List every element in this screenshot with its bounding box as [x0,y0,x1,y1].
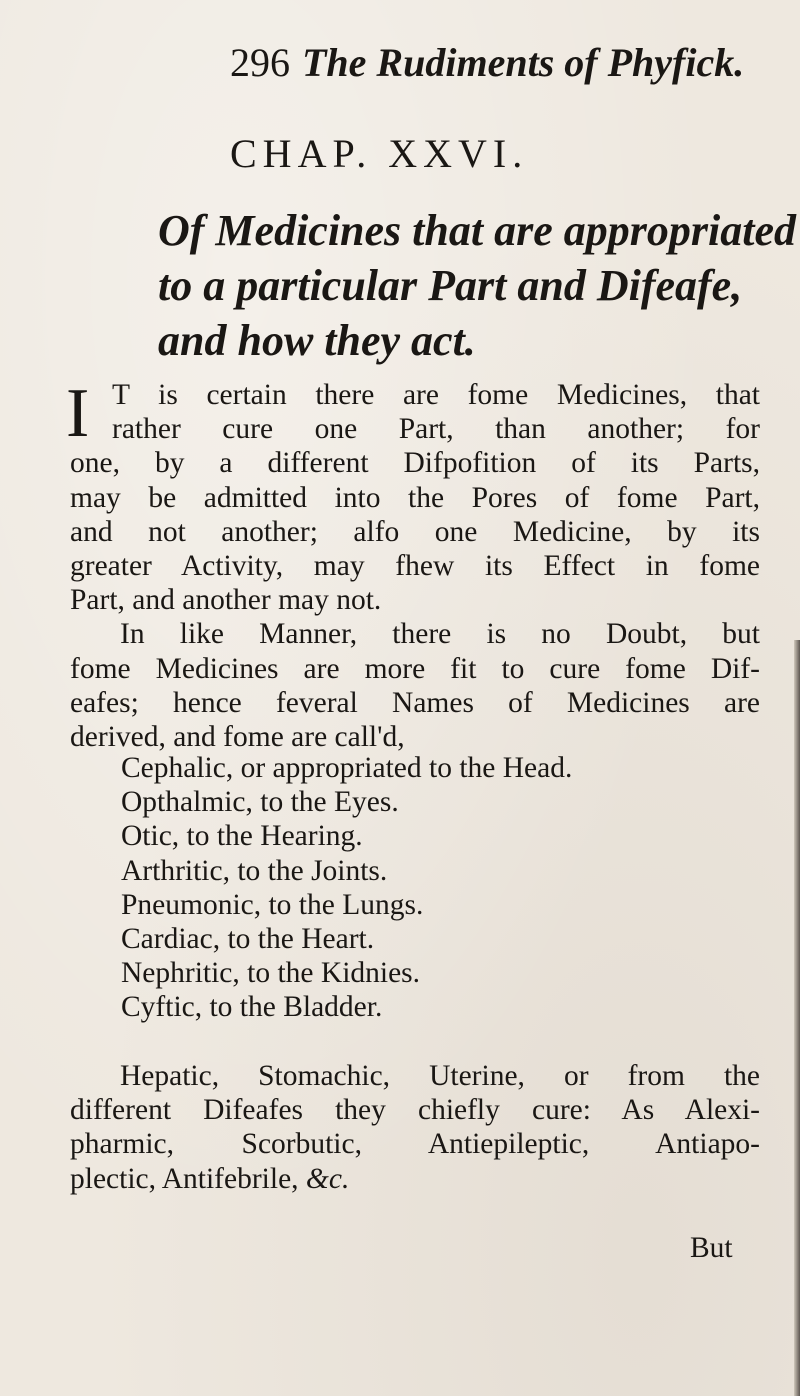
closing-paragraph [70,1059,760,1196]
chapter-label: CHAP. XXVI. [230,131,529,176]
text-line: Hepatic, Stomachic, Uterine, or from the [120,1060,760,1092]
text-line: one, by a different Difpofition of its Parts, [70,447,760,480]
text-line: T is certain there are fome Medicines, that [112,379,760,411]
text-line [70,1162,760,1196]
text-line: fome Medicines are more fit to cure fome Dif- [70,652,760,685]
paragraph [70,617,760,754]
drop-cap: I [66,375,90,452]
text-line-main: plectic, Antifebrile, [70,1162,306,1195]
text-line: may be admitted into the Pores of fome Part, [70,481,760,514]
list-item: Pneumonic, to the Lungs. [121,888,424,921]
paragraph [66,375,760,617]
catchword: But [690,1232,733,1264]
text-line: In like Manner, there is no Doubt, but [120,618,760,651]
text-line: Part, and another may not. [70,584,382,617]
list-item: Otic, to the Hearing. [121,820,363,853]
text-line: derived, and fome are call'd, [70,721,405,754]
text-line: rather cure one Part, than another; for [112,413,760,446]
list-item: Nephritic, to the Kidnies. [121,957,421,990]
text-line: greater Activity, may fhew its Effect in fome [70,550,760,583]
chapter-title-line: Of Medicines that are appropriated [158,206,796,255]
chapter-title-line: to a particular Part and Difeafe, [158,261,743,310]
text-line: and not another; alfo one Medicine, by its [70,515,760,548]
list-item: Cyftic, to the Bladder. [121,991,383,1024]
list-item: Arthritic, to the Joints. [121,854,388,887]
list-item: Opthalmic, to the Eyes. [121,786,399,819]
etcetera: &c. [305,1162,350,1195]
chapter-title-line: and how they act. [158,316,476,365]
text-line: pharmic, Scorbutic, Antiepileptic, Antiapo- [70,1128,760,1161]
list-item: Cephalic, or appropriated to the Head. [121,752,573,784]
text-line: different Difeafes they chiefly cure: As Alexi- [70,1094,760,1127]
text-line: eafes; hence feveral Names of Medicines are [70,686,760,719]
running-title: The Rudiments of Phyfick. [302,40,745,85]
running-header [230,40,744,86]
list-item: Cardiac, to the Heart. [121,923,375,956]
page-edge-shadow [794,640,800,1396]
medicine-list [121,751,761,1025]
chapter-title [158,203,796,368]
body-paragraphs [66,375,760,754]
page-number: 296 [230,40,290,85]
